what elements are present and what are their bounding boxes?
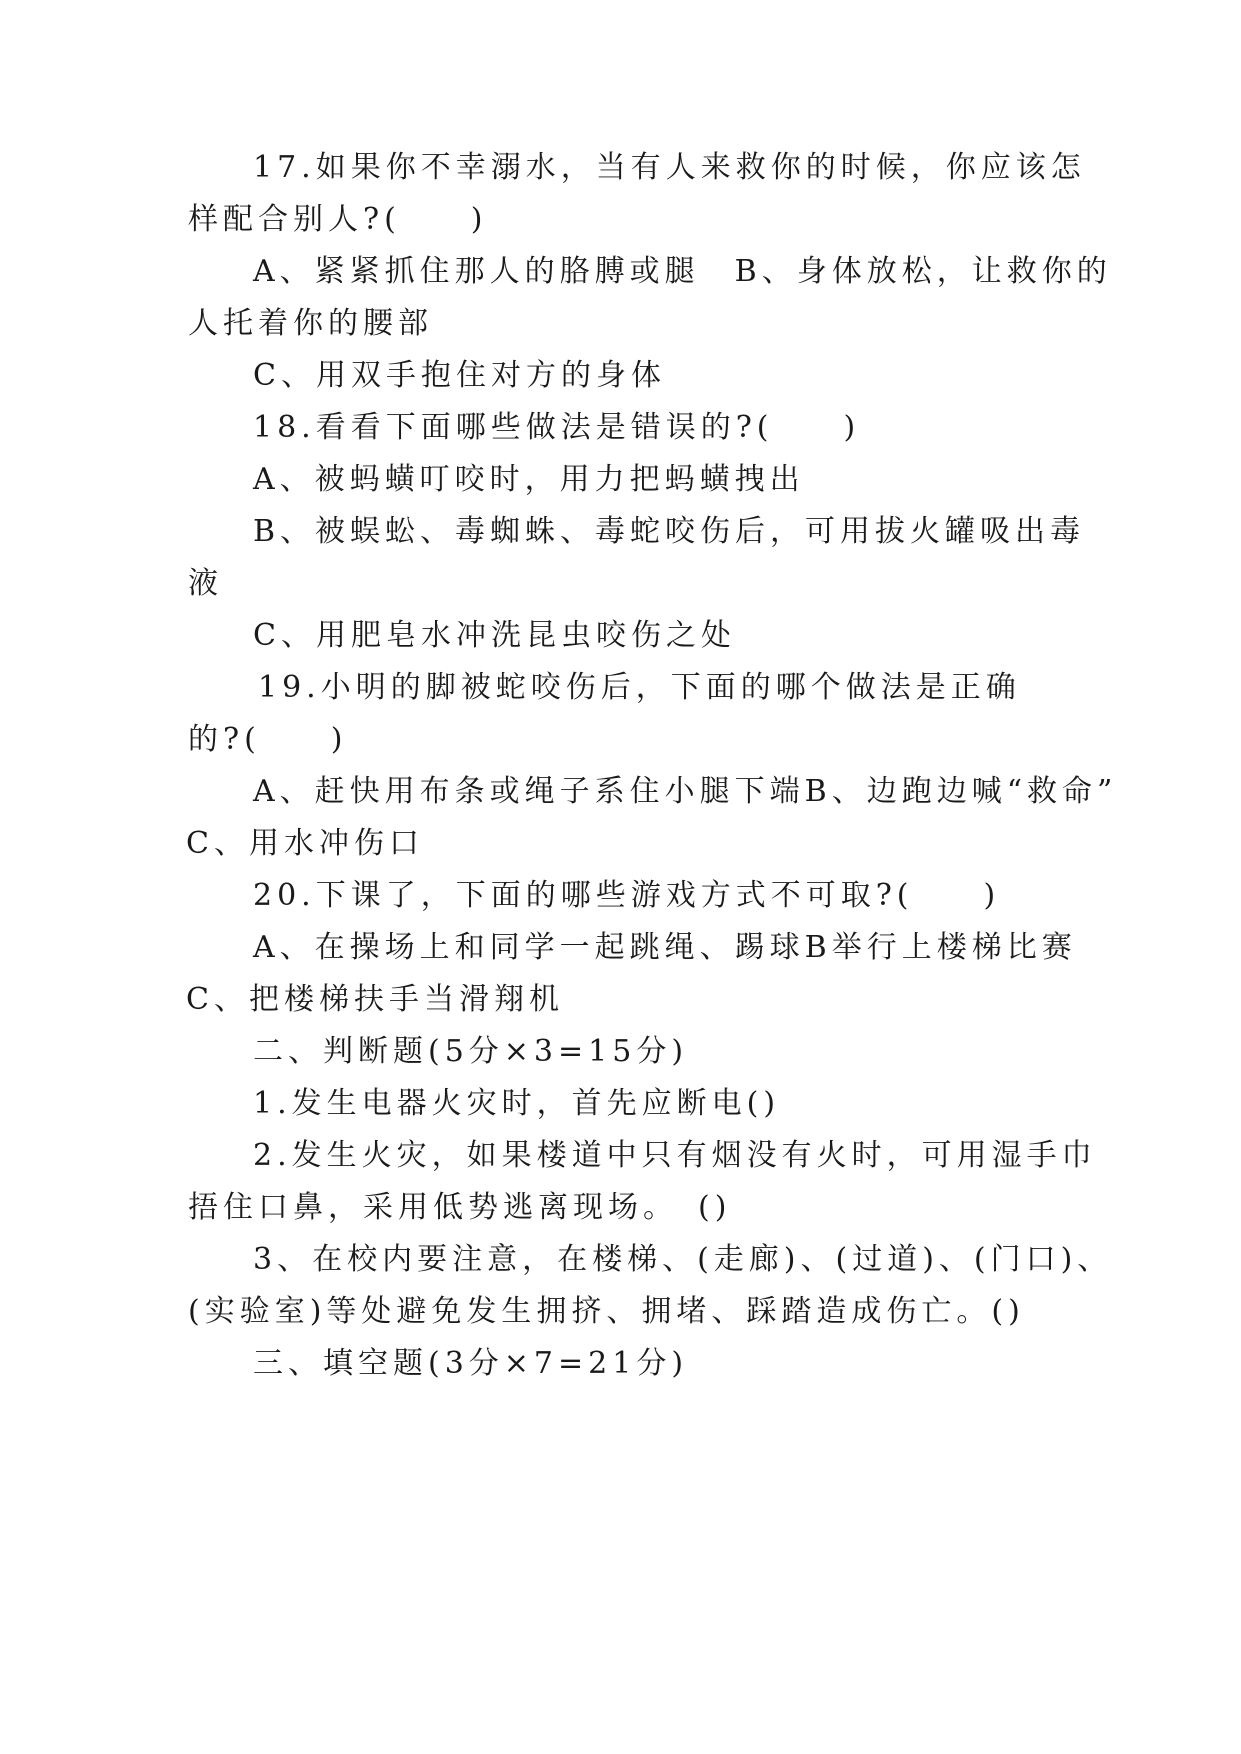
question-20-options: A、在操场上和同学一起跳绳、踢球B举行上楼梯比赛 <box>253 930 1077 965</box>
question-19-text: 19.小明的脚被蛇咬伤后，下面的哪个做法是正确 <box>258 670 1021 705</box>
question-17-options: A、紧紧抓住那人的胳膊或腿 B、身体放松，让救你的 <box>253 254 1112 289</box>
judgment-item-3-cont: (实验室)等处避免发生拥挤、拥堵、踩踏造成伤亡。() <box>188 1294 1025 1329</box>
question-19-text-cont: 的?( ) <box>188 722 348 757</box>
section-3-heading: 三、填空题(3分×7=21分) <box>253 1346 689 1381</box>
section-2-heading: 二、判断题(5分×3=15分) <box>253 1034 689 1069</box>
question-18-option-c: C、用肥皂水冲洗昆虫咬伤之处 <box>253 618 736 653</box>
judgment-item-2-cont: 捂住口鼻，采用低势逃离现场。 () <box>188 1190 732 1225</box>
question-19-options: A、赶快用布条或绳子系住小腿下端B、边跑边喊“救命” <box>253 774 1118 809</box>
question-18-option-b: B、被蜈蚣、毒蜘蛛、毒蛇咬伤后，可用拔火罐吸出毒 <box>253 514 1086 549</box>
question-19-option-c: C、用水冲伤口 <box>186 826 424 861</box>
question-17-options-cont: 人托着你的腰部 <box>188 306 433 341</box>
judgment-item-3: 3、在校内要注意，在楼梯、(走廊)、(过道)、(门口)、 <box>253 1242 1113 1277</box>
question-20-text: 20.下课了，下面的哪些游戏方式不可取?( ) <box>253 878 1001 913</box>
question-18-option-a: A、被蚂蟥叮咬时，用力把蚂蟥拽出 <box>253 462 805 497</box>
judgment-item-2: 2.发生火灾，如果楼道中只有烟没有火时，可用湿手巾 <box>253 1138 1097 1173</box>
question-20-option-c: C、把楼梯扶手当滑翔机 <box>186 982 564 1017</box>
question-17-text: 17.如果你不幸溺水，当有人来救你的时候，你应该怎 <box>253 150 1086 185</box>
judgment-item-1: 1.发生电器火灾时，首先应断电() <box>253 1086 781 1121</box>
question-18-option-b-cont: 液 <box>188 566 223 601</box>
question-18-text: 18.看看下面哪些做法是错误的?( ) <box>253 410 861 445</box>
question-17-text-cont: 样配合别人?( ) <box>188 202 488 237</box>
question-17-option-c: C、用双手抱住对方的身体 <box>253 358 666 393</box>
